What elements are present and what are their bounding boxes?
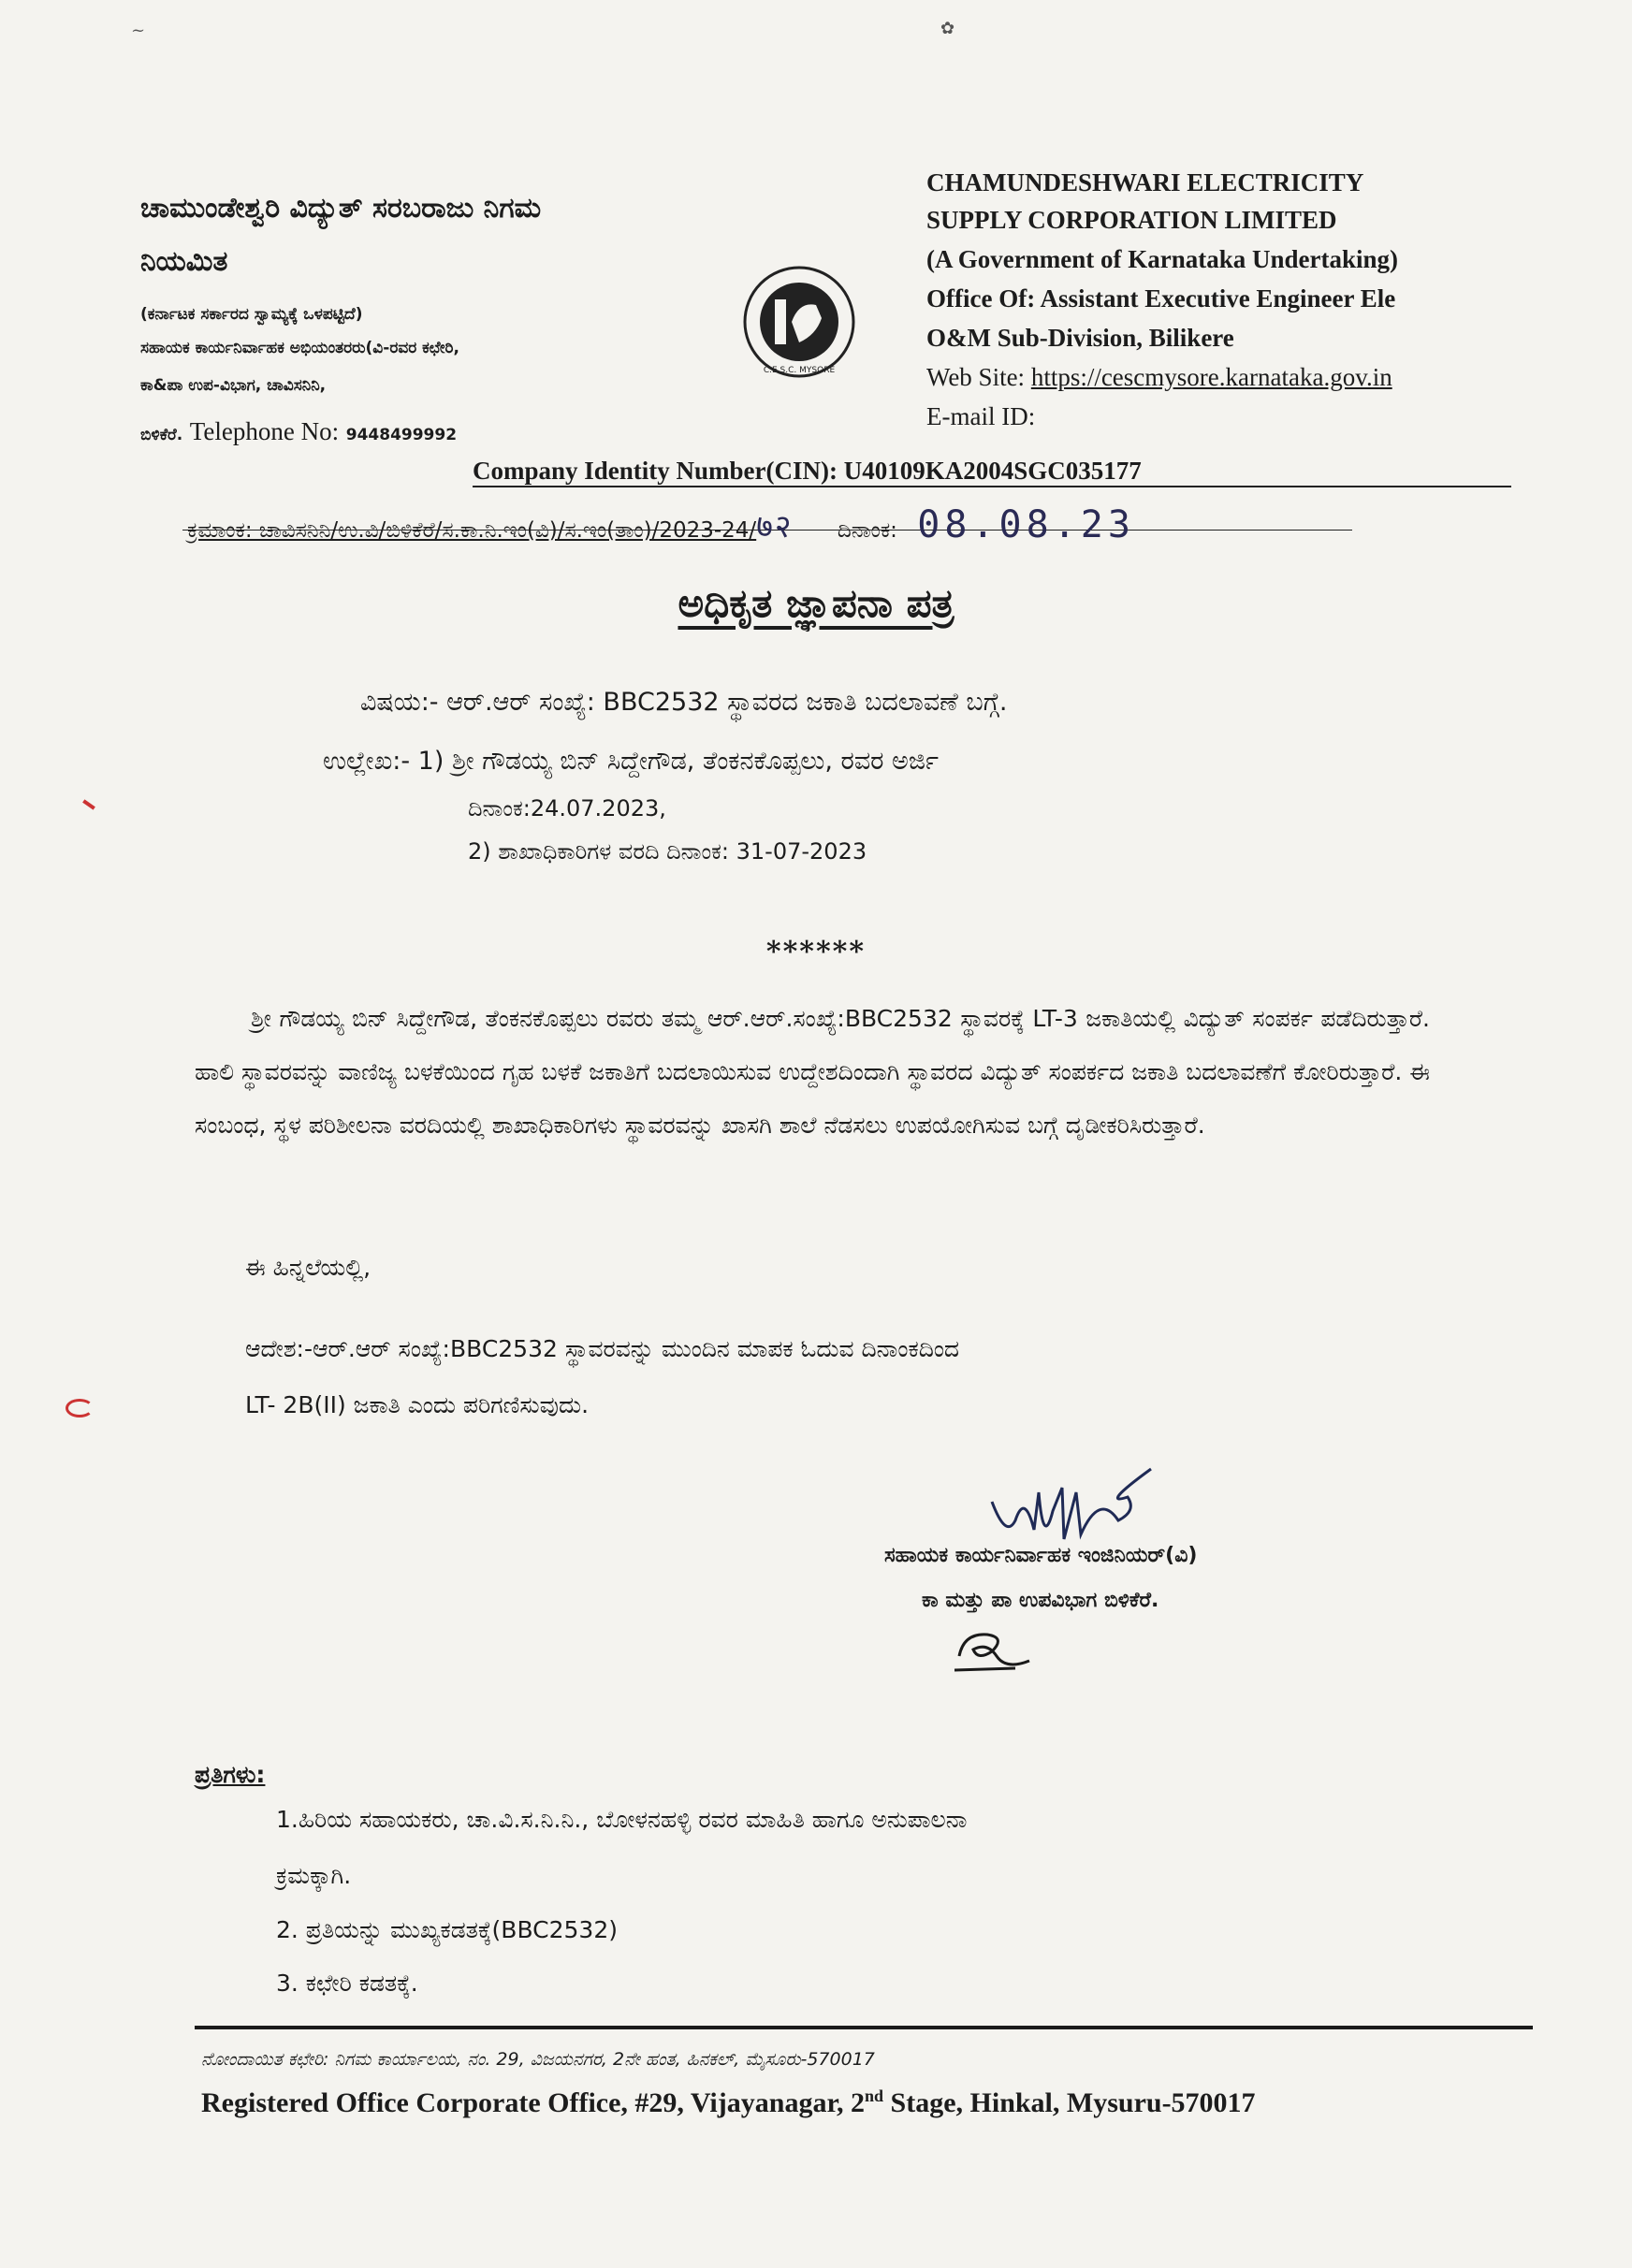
body-paragraph: ಶ್ರೀ ಗೌಡಯ್ಯ ಬಿನ್ ಸಿದ್ದೇಗೌಡ, ತೆಂಕನಕೊಪ್ಪಲು ರವರು ತಮ್ಮ ಆರ್.ಆರ್.ಸಂಖ್ಯೆ:BBC2532 ಸ್ಥಾವರಕ್ಕೆ LT-3 ಜಕಾತಿಯಲ್ಲಿ ವಿದ್ಯುತ್ ಸಂಪರ್ಕ ಪಡೆದಿರುತ್ತಾರೆ. ಹಾಲಿ ಸ್ಥಾವರವನ್ನು ವಾಣಿಜ್ಯ ಬಳಕೆಯಿಂದ ಗೃಹ ಬಳಕೆ ಜಕಾತಿಗೆ ಬದಲಾಯಿಸುವ ಉದ್ದೇಶದಿಂದಾಗಿ ಸ್ಥಾವರದ ವಿದ್ಯುತ್ ಸಂಪರ್ಕದ ಜಕಾತಿ ಬದಲಾವಣೆಗೆ ಕೋರಿರುತ್ತಾರೆ. ಈ ಸಂಬಂಧ, ಸ್ಥಳ ಪರಿಶೀಲನಾ ವರದಿಯಲ್ಲಿ ಶಾಖಾಧಿಕಾರಿಗಳು ಸ್ಥಾವರವನ್ನು ಖಾಸಗಿ ಶಾಲೆ ನೆಡಸಲು ಉಪಯೋಗಿಸುವ ಬಗ್ಗೆ ದೃಡೀಕರಿಸಿರುತ್ತಾರೆ. (195, 1005, 1430, 1139)
org-name-kn: ಚಾಮುಂಡೇಶ್ವರಿ ವಿದ್ಯುತ್ ಸರಬರಾಜು ನಿಗಮ (140, 192, 542, 225)
org-suffix-kn: ನಿಯಮಿತ (140, 245, 228, 278)
reference-number-handwritten: ७२ (756, 508, 794, 545)
signatory-title: ಸಹಾಯಕ ಕಾರ್ಯನಿರ್ವಾಹಕ ಇಂಜಿನಿಯರ್(ವಿ) (884, 1544, 1198, 1567)
cin-rule (473, 486, 1511, 487)
reference-line (187, 503, 1135, 546)
order-block (245, 1321, 1368, 1433)
subject-line: ವಿಷಯ:- ಆರ್.ಆರ್ ಸಂಖ್ಯೆ: BBC2532 ಸ್ಥಾವರದ ಜಕಾತಿ ಬದಲಾವಣೆ ಬಗ್ಗೆ. (360, 688, 1008, 717)
copy-item-1: 1.ಹಿರಿಯ ಸಹಾಯಕರು, ಚಾ.ವಿ.ಸ.ನಿ.ನಿ., ಬೋಳನಹಳ್ಳಿ ರವರ ಮಾಹಿತಿ ಹಾಗೂ ಅನುಪಾಲನಾ (276, 1806, 968, 1833)
initial-mark (950, 1623, 1034, 1679)
footer-rule (195, 2026, 1533, 2029)
scan-mark: ~ (131, 21, 146, 40)
company-cin: Company Identity Number(CIN): U40109KA2004SGC035177 (473, 457, 1142, 485)
telephone-label: Telephone No: (189, 417, 340, 445)
order-line-2: LT- 2B(II) ಜಕಾತಿ ಎಂದು ಪರಿಗಣಿಸುವುದು. (245, 1391, 590, 1418)
gov-note-kn: (ಕರ್ನಾಟಕ ಸರ್ಕಾರದ ಸ್ವಾಮ್ಯಕ್ಕೆ ಒಳಪಟ್ಟಿದೆ) (140, 305, 363, 324)
logo-text: C.E.S.C. MYSORE (763, 366, 836, 375)
website-label: Web Site: (926, 363, 1026, 391)
copy-item-2: 2. ಪ್ರತಿಯನ್ನು ಮುಖ್ಯಕಡತಕ್ಕೆ(BBC2532) (276, 1916, 618, 1943)
scan-mark (82, 799, 95, 809)
email-label: E-mail ID: (926, 402, 1036, 430)
reference-1: ಉಲ್ಲೇಖ:- 1) ಶ್ರೀ ಗೌಡಯ್ಯ ಬಿನ್ ಸಿದ್ದೇಗೌಡ, ತೆಂಕನಕೊಪ್ಪಲು, ರವರ ಅರ್ಜಿ (323, 747, 939, 776)
signatory-office: ಕಾ ಮತ್ತು ಪಾ ಉಪವಿಭಾಗ ಬಿಳಿಕೆರೆ. (922, 1589, 1159, 1612)
copy-item-1-cont: ಕ್ರಮಕ್ಕಾಗಿ. (276, 1862, 352, 1889)
separator: ****** (765, 936, 867, 968)
scan-mark (66, 1399, 94, 1418)
reference-2: 2) ಶಾಖಾಧಿಕಾರಿಗಳ ವರದಿ ದಿನಾಂಕ: 31-07-2023 (468, 838, 867, 865)
website-line (926, 363, 1392, 392)
copies-heading: ಪ್ರತಿಗಳು: (195, 1761, 266, 1788)
telephone-line (140, 417, 457, 446)
order-line-1: ಆದೇಶ:-ಆರ್.ಆರ್ ಸಂಖ್ಯೆ:BBC2532 ಸ್ಥಾವರವನ್ನು ಮುಂದಿನ ಮಾಪಕ ಓದುವ ದಿನಾಂಕದಿಂದ (245, 1335, 960, 1362)
intro-line: ಈ ಹಿನ್ನಲೆಯಲ್ಲಿ, (245, 1254, 372, 1281)
reference-number: ಕ್ರಮಾಂಕ: ಚಾವಿಸನಿನಿ/ಉ.ವಿ/ಬಿಳಿಕೆರೆ/ಸ.ಕಾ.ನಿ.ಇಂ(ವಿ)/ಸ.ಇಂ(ತಾಂ)/2023-24/ (187, 518, 757, 543)
place-kn: ಬಿಳಿಕೆರೆ. (140, 426, 183, 444)
office-kn: ಸಹಾಯಕ ಕಾರ್ಯನಿರ್ವಾಹಕ ಅಭಿಯಂತರರು(ವಿ-ರವರ ಕಛೇರಿ, (140, 339, 459, 357)
cesc-logo (741, 264, 857, 380)
subdivision-kn: ಕಾ&ಪಾ ಉಪ-ವಿಭಾಗ, ಚಾವಿಸನಿನಿ, (140, 376, 327, 395)
memo-title: ಅಧಿಕೃತ ಜ್ಞಾಪನಾ ಪತ್ರ (678, 580, 954, 626)
scan-mark: ✿ (940, 19, 955, 38)
gov-note-en: (A Government of Karnataka Undertaking) (926, 245, 1398, 273)
date-handwritten: 08.08.23 (917, 503, 1135, 546)
subdivision-en: O&M Sub-Division, Bilikere (926, 324, 1234, 352)
copy-item-3: 3. ಕಛೇರಿ ಕಡತಕ್ಕೆ. (276, 1970, 418, 1997)
telephone-number: 9448499992 (345, 426, 458, 444)
reference-1-date: ದಿನಾಂಕ:24.07.2023, (468, 795, 666, 821)
office-en: Office Of: Assistant Executive Engineer Ele (926, 284, 1396, 313)
footer-address-en: Registered Office Corporate Office, #29, Vijayanagar, 2nd Stage, Hinkal, Mysuru-570017 (201, 2086, 1256, 2118)
date-label: ದಿನಾಂಕ: (837, 518, 897, 543)
footer-address-kn: ನೋಂದಾಯಿತ ಕಛೇರಿ: ನಿಗಮ ಕಾರ್ಯಾಲಯ, ನಂ. 29, ವಿಜಯನಗರ, 2ನೇ ಹಂತ, ಹಿನಕಲ್, ಮೈಸೂರು-570017 (201, 2049, 875, 2070)
org-name-en-1: CHAMUNDESHWARI ELECTRICITY (926, 168, 1364, 196)
org-name-en-2: SUPPLY CORPORATION LIMITED (926, 206, 1337, 234)
website-link[interactable]: https://cescmysore.karnataka.gov.in (1030, 363, 1392, 391)
